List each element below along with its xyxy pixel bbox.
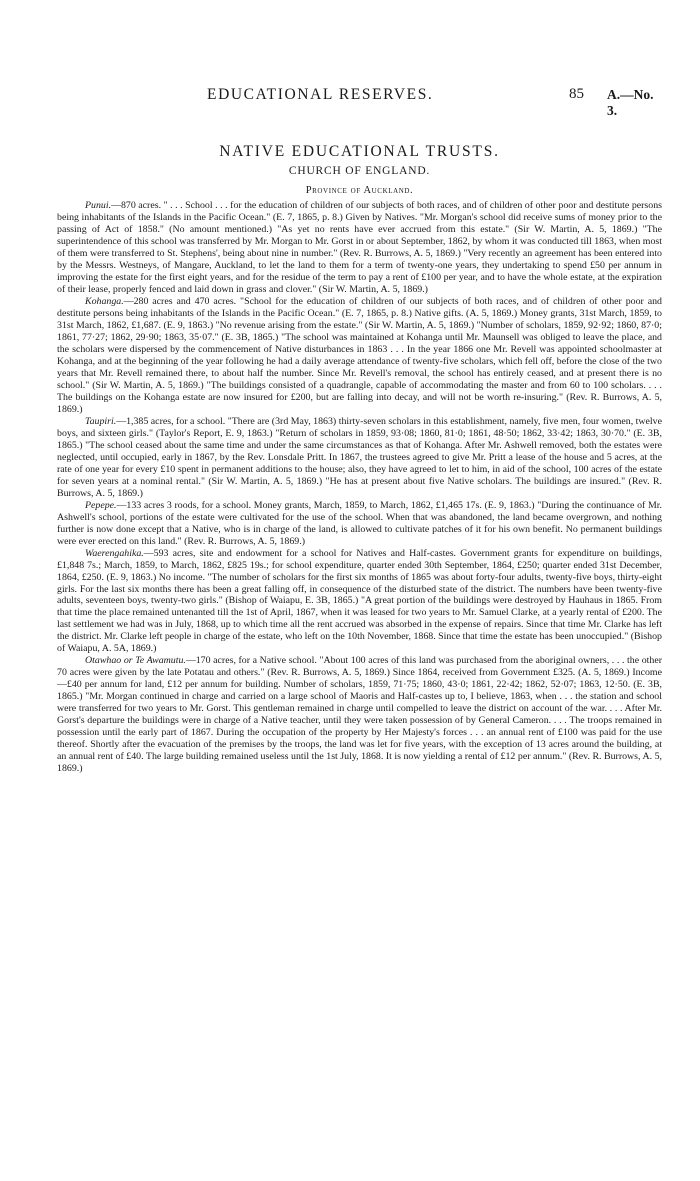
entry-kohanga — [57, 296, 662, 416]
entry-waerengahika — [57, 548, 662, 656]
entry-punui — [57, 200, 662, 296]
running-title: EDUCATIONAL RESERVES. — [207, 86, 434, 103]
entry-taupiri — [57, 416, 662, 500]
trusts-body — [57, 200, 662, 775]
entry-pepepe — [57, 500, 662, 548]
entry-place: Kohanga. — [85, 295, 124, 307]
entry-place: Otawhao or Te Awamutu. — [85, 655, 186, 667]
entry-text: —870 acres. " . . . School . . . for the education of children of our subjects of both races, and of children of other poor and destitute persons being inhabitants of the Islands in the Pacific Ocean." (E. 7, 1865, p. 8.) Given by Natives. "Mr. Morgan's school did receive sums of money prior to the passing of Act of 1858." (No amount mentioned.) "As yet no rents have ever accrued from this estate." (Sir W. Martin, A. 5, 1869.) "The superintendence of this school was transferred by Mr. Morgan to Mr. Gorst in or about September, 1862, by whom it was conducted till 1863, when most of them were transferred to St. Stephens', being about nine in number." (Rev. R. Burrows, A. 5, 1869.) "Very recently an agreement has been entered into by the Messrs. Westneys, of Mangare, Auckland, to let the land to them for a term of twenty-one years, they undertaking to spend £50 per annum in improving the estate for the first eight years, and for the residue of the term to pay a rent of £100 per year, and to have the whole estate, at the expiration of their lease, properly fenced and laid down in grass and clover." (Sir W. Martin, A. 5, 1869.) — [57, 200, 662, 295]
entry-place: Pepepe. — [85, 499, 117, 511]
entry-place: Taupiri. — [85, 415, 117, 427]
entry-place: Waerengahika. — [85, 547, 144, 559]
entry-text: —280 acres and 470 acres. "School for the education of children of our subjects of both races, and of children of other poor and destitute persons being inhabitants of the Islands in the Pacific Ocean." (E. 7, 1865, p. 8.) Native gifts. (A. 5, 1869.) Money grants, 31st March, 1859, to 31st March, 1862, £1,687. (E. 9, 1863.) "No revenue arising from the estate." (Sir W. Martin, A. 5, 1869.) "Number of scholars, 1859, 92·92; 1860, 87·0; 1861, 77·27; 1862, 29·90; 1863, 35·07." (E. 3B, 1865.) "The school was maintained at Kohanga until Mr. Maunsell was obliged to leave the place, and the scholars were dispersed by the commencement of Native disturbances in 1863 . . . In the year 1866 one Mr. Revell was appointed schoolmaster at Kohanga, and at the beginning of the year following he had a daily average attendance of twenty-five scholars, which fell off, before the close of the two years that Mr. Revell remained there, to about half the number. Since Mr. Revell's removal, the school has entirely ceased, and at present there is no school." (Sir W. Martin, A. 5, 1869.) "The buildings consisted of a quadrangle, capable of accommodating the master and from 60 to 100 scholars. . . . The buildings on the Kohanga estate are now insured for £200, but are falling into decay, and will not be worth re-insuring." (Rev. R. Burrows, A. 5, 1869.) — [57, 295, 662, 415]
province-heading: Province of Auckland. — [305, 185, 414, 196]
entry-text: —593 acres, site and endowment for a school for Natives and Half-castes. Government grants for expenditure on buildings, £1,848 7s.; March, 1859, to March, 1862, £825 19s.; for school expenditure, quarter ended 30th September, 1864, £250; quarter ended 31st December, 1864, £250. (E. 9, 1863.) No income. "The number of scholars for the first six months of 1865 was about forty-four adults, twenty-five boys, thirty-eight girls. For the last six months there has been a great falling off, in consequence of the disturbed state of the district. The numbers have been twenty-five adults, seventeen boys, twenty-two girls." (Bishop of Waiapu, E. 3B, 1865.) "A great portion of the buildings were destroyed by Hauhaus in 1865. From that time the place remained untenanted till the 1st of April, 1867, when it was leased for two years to Mr. Samuel Clarke, at a yearly rental of £200. The last settlement we had was in July, 1868, up to which time all the rent accrued was absorbed in the expense of repairs. Since that time Mr. Clarke has left the district. Mr. Clarke left people in charge of the estate, who left on the 10th November, 1868. Since that time the estate has been unoccupied." (Bishop of Waiapu, A. 5A, 1869.) — [57, 547, 662, 655]
entry-otawhao — [57, 655, 662, 775]
entry-text: —170 acres, for a Native school. "About 100 acres of this land was purchased from the aboriginal owners, . . . the other 70 acres were given by the late Potatau and others." (Rev. R. Burrows, A. 5, 1869.) Since 1864, received from Government £325. (A. 5, 1869.) Income—£40 per annum for land, £12 per annum for building. Number of scholars, 1859, 71·75; 1860, 43·0; 1861, 22·42; 1862, 52·07; 1863, 12·50. (E. 3B, 1865.) "Mr. Morgan continued in charge and carried on a large school of Maoris and Half-castes up to, I believe, 1863, when . . . the station and school were transferred for two years to Mr. Gorst. This gentleman remained in charge until compelled to leave the district on account of the war. . . . After Mr. Gorst's departure the buildings were in charge of a Native teacher, until they were taken possession of by General Cameron. . . . The troops remained in possession until the early part of 1867. During the occupation of the property by Her Majesty's forces . . . an annual rent of £100 was paid for the use thereof. Shortly after the evacuation of the premises by the troops, the land was let for five years, with the exception of 13 acres around the building, at an annual rent of £40. The large building remained useless until the 1st July, 1868. It is now yielding a rental of £12 per annum." (Rev. R. Burrows, A. 5, 1869.) — [57, 655, 662, 775]
paper-reference: A.—No. 3. — [607, 87, 654, 118]
church-heading: CHURCH OF ENGLAND. — [288, 165, 431, 177]
entry-text: —1,385 acres, for a school. "There are (3rd May, 1863) thirty-seven scholars in this establishment, namely, five men, four women, twelve boys, and sixteen girls." (Taylor's Report, E. 9, 1863.) "Return of scholars in 1859, 93·08; 1860, 81·0; 1861, 48·50; 1862, 33·42; 1863, 30·70." (E. 3B, 1865.) "The school ceased about the same time and under the same circumstances as that of Kohanga. After Mr. Ashwell removed, both the estates were neglected, until occupied, early in 1867, by the Rev. Lonsdale Pritt. In 1867, the trustees agreed to give Mr. Pritt a lease of the house and 5 acres, at the rate of one year for every £10 spent in permanent additions to the house; also, they have agreed to let to him, in aid of the school, 100 acres of the estate for seven years at a nominal rental." (Sir W. Martin, A. 5, 1869.) "He has at present about five Native scholars. The buildings are insured." (Rev. R. Burrows, A. 5, 1869.) — [57, 415, 662, 499]
section-title: NATIVE EDUCATIONAL TRUSTS. — [219, 143, 500, 160]
page-number: 85 — [569, 86, 584, 102]
entry-place: Punui. — [85, 200, 112, 211]
entry-text: —133 acres 3 roods, for a school. Money grants, March, 1859, to March, 1862, £1,465 17s. (E. 9, 1863.) "During the continuance of Mr. Ashwell's school, portions of the estate were cultivated for the use of the school. When that was abandoned, the land became overgrown, and nothing further is now done except that a Native, who is in charge of the land, is allowed to cultivate patches of it for his own benefit. No permanent buildings were ever erected on this land." (Rev. R. Burrows, A. 5, 1869.) — [57, 499, 662, 547]
running-header — [57, 86, 662, 118]
